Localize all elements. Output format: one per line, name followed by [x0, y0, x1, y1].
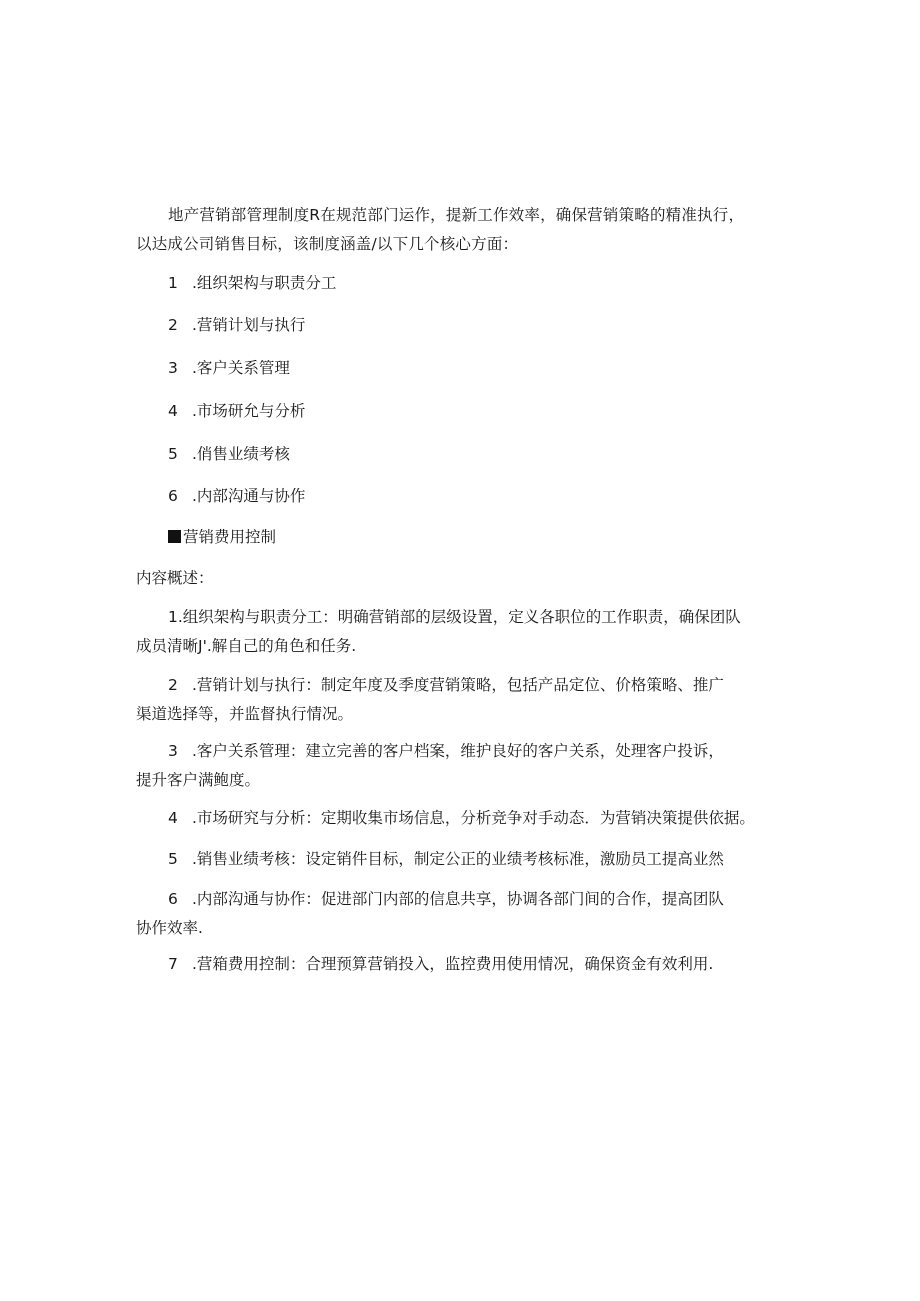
list-item-number: 3	[168, 359, 178, 377]
list-item-number: 1	[168, 274, 178, 292]
detail-number: 2	[168, 676, 178, 694]
list-item-text: .客户关系管理	[192, 359, 290, 377]
detail-line-2: 渠道选择等，并监督执行情况。	[136, 705, 354, 723]
detail-line-1: .客户关系管理：建立完善的客户档案，维护良好的客户关系，处理客户投诉，	[192, 742, 724, 760]
detail-number: 6	[168, 890, 178, 908]
list-item-text: .内部沟通与协作	[192, 487, 306, 505]
detail-paragraph	[136, 671, 796, 729]
list-item-text: 营销费用控制	[183, 528, 277, 546]
list-item-number: 4	[168, 402, 178, 420]
list-item-text: .俏售业绩考核	[192, 445, 290, 463]
detail-paragraph	[136, 885, 796, 943]
list-item	[168, 314, 305, 336]
list-item	[168, 357, 290, 379]
list-item	[168, 526, 276, 548]
list-item	[168, 272, 336, 294]
detail-number: 5	[168, 850, 178, 868]
detail-number: 7	[168, 955, 178, 973]
overview-label: 内容概述：	[136, 569, 214, 587]
detail-paragraph	[136, 603, 796, 661]
list-item	[168, 485, 305, 507]
intro-line-1: 地产营销部管理制度R在规范部门运作，提新工作效率，确保营销策略的精准执行，	[168, 206, 745, 224]
list-item-number: 5	[168, 445, 178, 463]
intro-line-2: 以达成公司销售目标，该制度涵盖/以下几个核心方面：	[136, 235, 519, 253]
square-bullet-icon	[168, 530, 181, 543]
detail-number: 3	[168, 742, 178, 760]
list-item-text: .市场研允与分析	[192, 402, 306, 420]
detail-line-2: 提升客户满鲍度。	[136, 771, 261, 789]
list-item-number: 6	[168, 487, 178, 505]
list-item-text: .组织架构与职责分工	[192, 274, 337, 292]
detail-paragraph	[136, 845, 796, 874]
detail-paragraph	[136, 737, 796, 795]
list-item	[168, 443, 290, 465]
detail-line-1: .销售业绩考核：设定销件目标，制定公正的业绩考核标准，激励员工提高业然	[192, 850, 724, 868]
detail-line-1: 1.组织架构与职责分工：明确营销部的层级设置，定义各职位的工作职责，确保团队	[168, 608, 741, 626]
detail-number: 4	[168, 809, 178, 827]
detail-paragraph	[136, 950, 796, 979]
detail-paragraph	[136, 804, 796, 833]
detail-line-1: .市场研究与分析：定期收集市场信息，分析竞争对手动态．为营销决策提供依据。	[192, 809, 755, 827]
detail-line-1: .内部沟通与协作：促进部门内部的信息共享，协调各部门间的合作，提高团队	[192, 890, 724, 908]
detail-line-1: .营销计划与执行：制定年度及季度营销策略，包括产品定位、价格策略、推广	[192, 676, 724, 694]
detail-line-2: 成员清晰J'.解自己的角色和任务.	[136, 637, 357, 655]
detail-line-1: .营箱费用控制：合理预算营销投入，监控费用使用情况，确保资金有效利用.	[192, 955, 714, 973]
list-item-number: 2	[168, 316, 178, 334]
list-item	[168, 400, 305, 422]
detail-line-2: 协作效率.	[136, 919, 203, 937]
intro-paragraph	[136, 201, 796, 259]
list-item-text: .营销计划与执行	[192, 316, 306, 334]
